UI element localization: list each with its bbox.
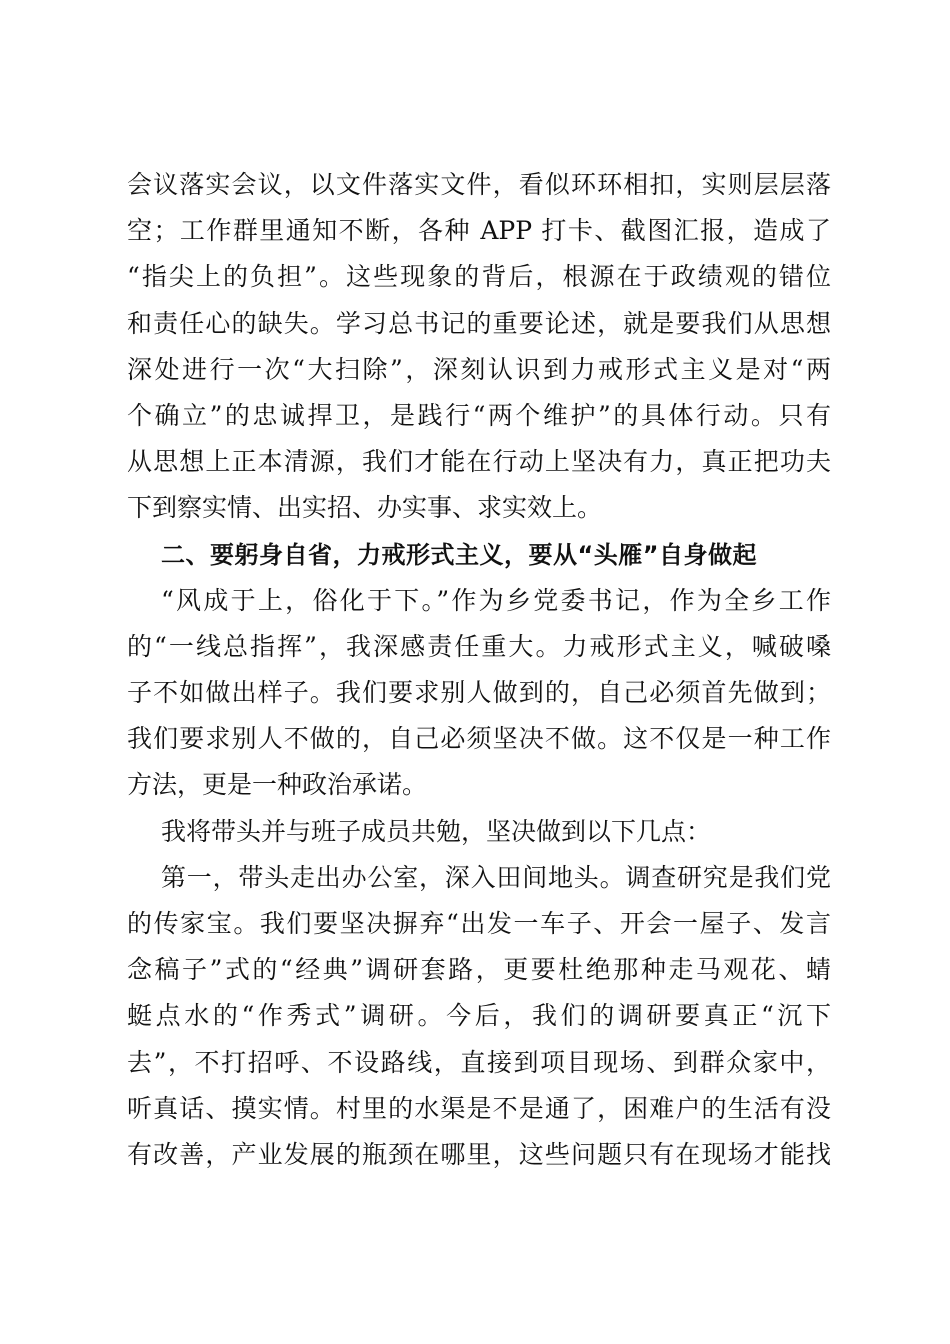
text-line: 第一，带头走出办公室，深入田间地头。调查研究是我们党 — [161, 862, 831, 892]
text-line: 子不如做出样子。我们要求别人做到的，自己必须首先做到； — [127, 678, 831, 708]
text-line: 蜓点水的“作秀式”调研。今后，我们的调研要真正“沉下 — [127, 1001, 831, 1031]
text-line: 有改善，产业发展的瓶颈在哪里，这些问题只有在现场才能找 — [127, 1139, 831, 1169]
section-heading: 二、要躬身自省，力戒形式主义，要从“头雁”自身做起 — [161, 540, 758, 569]
text-line: 的传家宝。我们要坚决摒弃“出发一车子、开会一屋子、发言 — [127, 909, 831, 938]
text-line: 我将带头并与班子成员共勉，坚决做到以下几点： — [161, 816, 712, 846]
text-line: 空；工作群里通知不断，各种 APP 打卡、截图汇报，造成了 — [127, 216, 831, 246]
paragraph — [127, 809, 831, 855]
text-line: “风成于上，俗化于下。”作为乡党委书记，作为全乡工作 — [161, 585, 831, 615]
document-page — [127, 162, 831, 1178]
text-line: 念稿子”式的“经典”调研套路，更要杜绝那种走马观花、蜻 — [127, 955, 831, 985]
text-line: “指尖上的负担”。这些现象的背后，根源在于政绩观的错位 — [127, 262, 831, 292]
text-line: 方法，更是一种政治承诺。 — [127, 770, 428, 800]
text-line: 深处进行一次“大扫除”，深刻认识到力戒形式主义是对“两 — [127, 354, 831, 384]
text-line: 个确立”的忠诚捍卫，是践行“两个维护”的具体行动。只有 — [127, 400, 831, 430]
text-line: 的“一线总指挥”，我深感责任重大。力戒形式主义，喊破嗓 — [127, 631, 831, 661]
text-line: 我们要求别人不做的，自己必须坚决不做。这不仅是一种工作 — [127, 724, 831, 754]
text-line: 会议落实会议，以文件落实文件，看似环环相扣，实则层层落 — [127, 170, 831, 199]
paragraph — [127, 578, 831, 809]
paragraph — [127, 855, 831, 1178]
paragraph-continuation — [127, 162, 831, 532]
text-line: 下到察实情、出实招、办实事、求实效上。 — [127, 493, 603, 523]
text-line: 听真话、摸实情。村里的水渠是不是通了，困难户的生活有没 — [127, 1093, 831, 1123]
text-line: 从思想上正本清源，我们才能在行动上坚决有力，真正把功夫 — [127, 447, 831, 477]
text-line: 和责任心的缺失。学习总书记的重要论述，就是要我们从思想 — [127, 308, 831, 338]
text-line: 去”，不打招呼、不设路线，直接到项目现场、到群众家中， — [127, 1047, 831, 1077]
